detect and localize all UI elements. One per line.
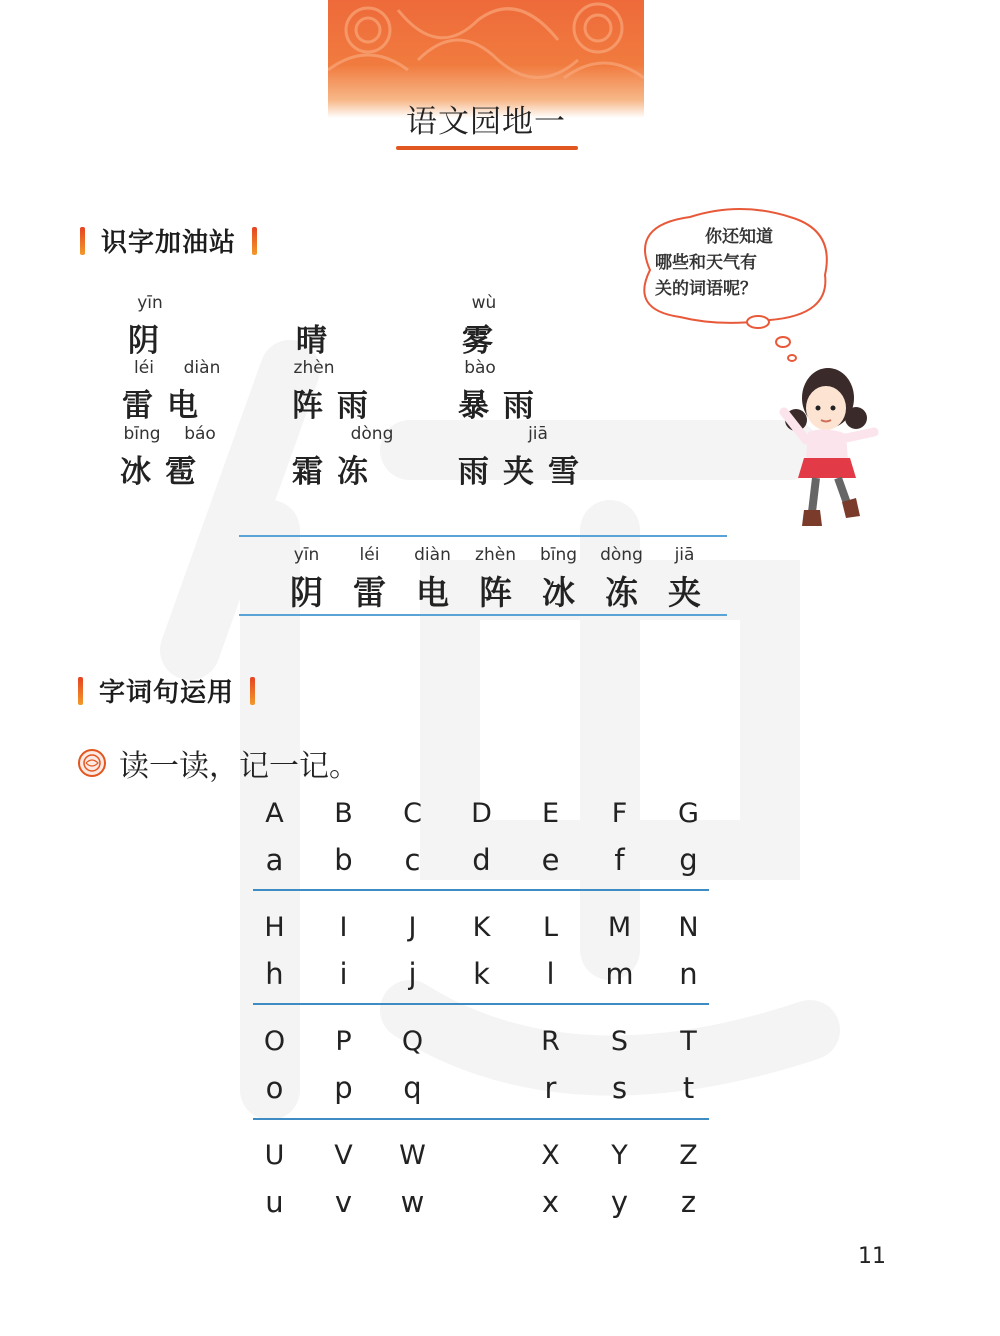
letter: E xyxy=(541,798,560,829)
alphabet-divider-2 xyxy=(253,1003,709,1005)
hanzi: 晴 xyxy=(296,323,331,359)
letter: k xyxy=(473,957,490,991)
char-hanzi: 电 xyxy=(416,573,449,612)
letter: K xyxy=(472,912,491,943)
letter: y xyxy=(610,1185,629,1219)
alphabet-row-lower-1 xyxy=(240,843,723,877)
table-rule-bottom xyxy=(239,614,727,616)
char-item xyxy=(275,545,338,614)
letter: P xyxy=(335,1026,352,1057)
letter: R xyxy=(541,1026,560,1057)
exercise-prompt: 读一读，记一记。 xyxy=(119,749,359,784)
letter: Y xyxy=(611,1140,628,1171)
letter: H xyxy=(264,912,285,943)
letter: N xyxy=(678,912,699,943)
char-item xyxy=(590,545,653,614)
section-heading-literacy xyxy=(80,222,257,259)
alphabet-divider-3 xyxy=(253,1118,709,1120)
girl-illustration xyxy=(776,360,891,538)
heading-bar-right xyxy=(250,677,255,705)
pinyin: yīn xyxy=(137,293,163,313)
alphabet-row-upper-4 xyxy=(240,1140,723,1171)
letter xyxy=(447,1026,516,1057)
letter: q xyxy=(403,1071,422,1105)
pinyin: báo xyxy=(184,424,216,444)
hanzi: 阴 xyxy=(128,323,163,359)
letter: M xyxy=(607,912,632,943)
word-baoyu xyxy=(458,358,538,425)
hanzi: 雨 xyxy=(458,454,493,490)
word-bingbao xyxy=(120,424,222,491)
letter: d xyxy=(472,843,491,877)
alphabet-row-lower-2 xyxy=(240,957,723,991)
letter xyxy=(447,1140,516,1171)
heading-bar-left xyxy=(78,677,83,705)
hanzi: 雹 xyxy=(165,454,200,490)
letter: I xyxy=(339,912,348,943)
char-item xyxy=(527,545,590,614)
letter: n xyxy=(679,957,698,991)
hanzi: 雨 xyxy=(337,388,372,424)
letter: T xyxy=(680,1026,697,1057)
letter: x xyxy=(541,1185,560,1219)
letter: p xyxy=(334,1071,353,1105)
char-hanzi: 冰 xyxy=(542,573,575,612)
char-pinyin: bīng xyxy=(539,545,578,565)
page-title: 语文园地一 xyxy=(406,104,566,140)
letter: b xyxy=(334,843,353,877)
bubble-line-3: 关的词语呢？ xyxy=(655,279,757,299)
letter: m xyxy=(605,957,634,991)
letter: G xyxy=(678,798,699,829)
pinyin: diàn xyxy=(183,358,221,378)
letter: O xyxy=(263,1026,286,1057)
char-pinyin: jiā xyxy=(674,545,695,565)
hanzi: 电 xyxy=(167,388,202,424)
char-item xyxy=(464,545,527,614)
hanzi: 夹 xyxy=(503,454,538,490)
char-item xyxy=(401,545,464,614)
letter: J xyxy=(408,912,417,943)
heading-bar-left xyxy=(80,227,85,255)
letter: f xyxy=(614,843,625,877)
alphabet-row-upper-1 xyxy=(240,798,723,829)
hanzi: 冻 xyxy=(337,454,372,490)
hanzi: 雨 xyxy=(503,388,538,424)
hanzi: 冰 xyxy=(120,454,155,490)
exercise-read xyxy=(77,741,359,785)
letter: e xyxy=(541,843,560,877)
letter: r xyxy=(544,1071,557,1105)
letter xyxy=(447,1185,516,1219)
letter: w xyxy=(400,1185,425,1219)
alphabet-divider-1 xyxy=(253,889,709,891)
hanzi: 暴 xyxy=(458,388,493,424)
heading-bar-right xyxy=(252,227,257,255)
hanzi: 霜 xyxy=(292,454,327,490)
word-yin xyxy=(128,293,172,360)
letter: v xyxy=(334,1185,353,1219)
hanzi: 雾 xyxy=(462,323,497,359)
letter: S xyxy=(610,1026,629,1057)
letter: X xyxy=(541,1140,560,1171)
letter: i xyxy=(339,957,348,991)
letter: V xyxy=(334,1140,353,1171)
letter: c xyxy=(404,843,421,877)
letter: L xyxy=(542,912,559,943)
char-item xyxy=(653,545,716,614)
section-label: 识字加油站 xyxy=(101,228,237,258)
letter: D xyxy=(471,798,492,829)
section-label: 字词句运用 xyxy=(99,678,235,708)
alphabet-row-lower-3 xyxy=(240,1071,723,1105)
pinyin: bào xyxy=(464,358,496,378)
char-pinyin: yīn xyxy=(293,545,320,565)
char-hanzi: 夹 xyxy=(668,573,701,612)
bubble-line-2: 哪些和天气有 xyxy=(655,253,757,273)
letter: U xyxy=(264,1140,285,1171)
letter: h xyxy=(265,957,284,991)
title-underline xyxy=(396,146,578,150)
pinyin: léi xyxy=(134,358,154,378)
char-hanzi: 雷 xyxy=(353,573,386,612)
letter: C xyxy=(403,798,422,829)
word-leidian xyxy=(122,358,224,425)
letter: Z xyxy=(679,1140,698,1171)
pinyin: wù xyxy=(471,293,497,313)
letter: j xyxy=(408,957,417,991)
char-item xyxy=(338,545,401,614)
word-yujiaxue xyxy=(458,424,583,491)
letter: B xyxy=(334,798,353,829)
section-heading-usage xyxy=(78,672,255,709)
bubble-line-1: 你还知道 xyxy=(705,227,773,247)
char-pinyin: dòng xyxy=(600,545,643,565)
char-hanzi: 阵 xyxy=(479,573,512,612)
letter: W xyxy=(399,1140,426,1171)
new-characters-table xyxy=(239,535,727,615)
letter: s xyxy=(611,1071,628,1105)
letter: F xyxy=(611,798,628,829)
pinyin: zhèn xyxy=(293,358,335,378)
letter xyxy=(447,1071,516,1105)
word-zhenyu xyxy=(292,358,372,425)
letter: z xyxy=(680,1185,697,1219)
word-wu xyxy=(462,293,506,360)
alphabet-row-lower-4 xyxy=(240,1185,723,1219)
letter: l xyxy=(546,957,555,991)
char-pinyin: zhèn xyxy=(475,545,516,565)
page-number: 11 xyxy=(858,1244,886,1269)
alphabet-row-upper-2 xyxy=(240,912,723,943)
char-pinyin: diàn xyxy=(414,545,451,565)
pinyin: jiā xyxy=(528,424,548,444)
char-hanzi: 冻 xyxy=(605,573,638,612)
seal-icon xyxy=(77,748,107,778)
char-pinyin: léi xyxy=(359,545,380,565)
letter: a xyxy=(265,843,284,877)
hanzi: 雪 xyxy=(548,454,583,490)
letter: g xyxy=(679,843,698,877)
letter: o xyxy=(265,1071,284,1105)
letter: t xyxy=(682,1071,695,1105)
letter: A xyxy=(265,798,284,829)
alphabet-row-upper-3 xyxy=(240,1026,723,1057)
char-hanzi: 阴 xyxy=(290,573,323,612)
pinyin: bīng xyxy=(123,424,161,444)
table-rule-top xyxy=(239,535,727,537)
hanzi: 阵 xyxy=(292,388,327,424)
letter: Q xyxy=(401,1026,424,1057)
bubble-text xyxy=(655,224,815,302)
hanzi: 雷 xyxy=(122,388,157,424)
pinyin: dòng xyxy=(350,424,394,444)
letter: u xyxy=(265,1185,284,1219)
word-qing xyxy=(296,293,331,360)
word-shuangdong xyxy=(292,424,394,491)
